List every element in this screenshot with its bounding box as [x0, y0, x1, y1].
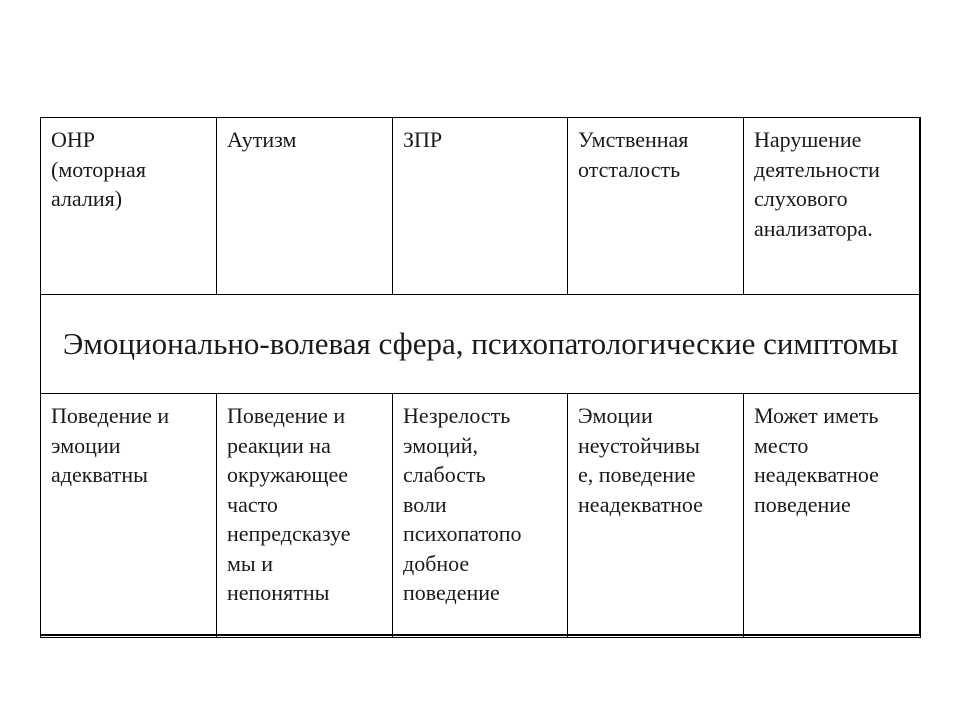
- table-cell: [568, 394, 744, 638]
- table-cell-text: Может иметь место неадекватное поведение: [754, 403, 879, 517]
- comparison-table-container: [40, 117, 920, 638]
- header-cell-zpr: [393, 118, 568, 295]
- section-title: Эмоционально-волевая сфера, психопатологические симптомы: [62, 326, 899, 361]
- header-cell-hearing-impairment: [744, 118, 921, 295]
- table-cell: [41, 394, 217, 638]
- header-cell-label: Умственная отсталость: [578, 127, 689, 182]
- table-cell-text: Незрелость эмоций, слабость воли психопатопо добное поведение: [403, 403, 522, 605]
- header-cell-mental-retardation: [568, 118, 744, 295]
- comparison-table: [40, 117, 921, 638]
- table-cell-text: Эмоции неустойчивы е, поведение неадекватное: [578, 403, 703, 517]
- table-cell: [217, 394, 393, 638]
- header-cell-autism: [217, 118, 393, 295]
- table-row: [41, 394, 921, 638]
- table-header-row: [41, 118, 921, 295]
- section-title-row: [41, 295, 921, 394]
- header-cell-label: ЗПР: [403, 127, 443, 152]
- table-cell-text: Поведение и реакции на окружающее часто непредсказуе мы и непонятны: [227, 403, 351, 605]
- section-title-cell: [41, 295, 921, 394]
- header-cell-label: Нарушение деятельности слухового анализатора.: [754, 127, 880, 241]
- table-cell: [393, 394, 568, 638]
- table-cell-text: Поведение и эмоции адекватны: [51, 403, 170, 487]
- header-cell-label: ОНР (моторная алалия): [51, 127, 146, 211]
- header-cell-label: Аутизм: [227, 127, 297, 152]
- header-cell-onr: [41, 118, 217, 295]
- table-cell: [744, 394, 921, 638]
